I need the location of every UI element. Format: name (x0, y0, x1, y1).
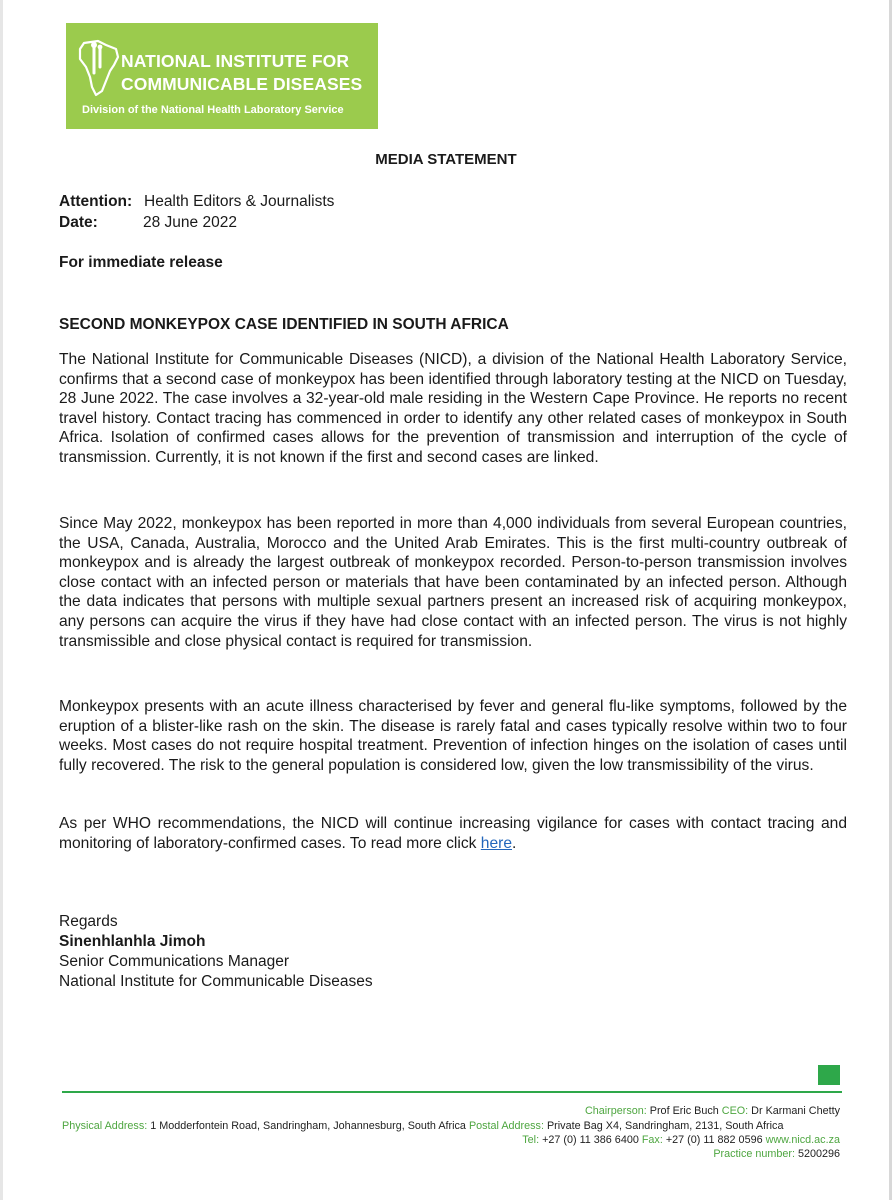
footer-divider (62, 1091, 842, 1093)
footer-leadership (585, 1105, 840, 1117)
footer-addresses (62, 1120, 783, 1132)
headline: SECOND MONKEYPOX CASE IDENTIFIED IN SOUTH AFRICA (59, 316, 509, 333)
date-label: Date: (59, 214, 98, 231)
paragraph-2: Since May 2022, monkeypox has been reported in more than 4,000 individuals from several European countries, the USA, Canada, Australia, Morocco and the United Arab Emirates. This is the first multi-country outbreak of monkeypox and is already the largest outbreak of monkeypox recorded. Person-to-person transmission involves close contact with an infected person or materials that have been contaminated by an infected person. Although the data indicates that persons with multiple sexual partners present an increased risk of acquiring monkeypox, any persons can acquire the virus if they have had close contact with an infected person. The virus is not highly transmissible and close physical contact is required for transmission. (59, 515, 847, 650)
document-type: MEDIA STATEMENT (375, 151, 517, 168)
attention-value: Health Editors & Journalists (144, 193, 335, 210)
read-more-link[interactable]: here (480, 834, 513, 852)
physical-address-label: Physical Address: (62, 1120, 148, 1132)
fax-label: Fax: (641, 1134, 663, 1146)
physical-address-value: 1 Modderfontein Road, Sandringham, Johannesburg, South Africa (147, 1120, 469, 1132)
paragraph-4 (59, 814, 847, 853)
practice-value: 5200296 (794, 1148, 840, 1160)
footer-green-square (818, 1065, 840, 1085)
signature-organisation: National Institute for Communicable Diseases (59, 973, 373, 990)
tel-label: Tel: (522, 1134, 540, 1146)
postal-address-value: Private Bag X4, Sandringham, 2131, South Africa (543, 1120, 784, 1132)
signature-greeting: Regards (59, 913, 118, 930)
logo-subtitle: Division of the National Health Laboratory Service (82, 104, 344, 116)
logo-title-line1: NATIONAL INSTITUTE FOR (121, 51, 350, 71)
attention-label: Attention: (59, 193, 133, 210)
footer-contact (522, 1134, 840, 1146)
ceo-label: CEO: (721, 1105, 749, 1117)
signature-name: Sinenhlanhla Jimoh (59, 933, 206, 950)
closing-end: . (512, 834, 517, 852)
signature-title: Senior Communications Manager (59, 953, 290, 970)
tel-value: +27 (0) 11 386 6400 (539, 1134, 642, 1146)
logo-title-line2: COMMUNICABLE DISEASES (121, 74, 363, 94)
release-note: For immediate release (59, 254, 223, 271)
postal-address-label: Postal Address: (468, 1120, 544, 1132)
paragraph-1: The National Institute for Communicable Diseases (NICD), a division of the National Health Laboratory Service, confirms that a second case of monkeypox has been identified through laboratory testing at the NICD on Tuesday, 28 June 2022. The case involves a 32-year-old male residing in the Western Cape Province. He reports no recent travel history. Contact tracing has commenced in order to identify any other related cases of monkeypox in South Africa. Isolation of confirmed cases allows for the prevention of transmission and interruption of the cycle of transmission. Currently, it is not known if the first and second cases are linked. (59, 351, 847, 466)
practice-label: Practice number: (713, 1148, 795, 1160)
footer-practice (713, 1148, 840, 1160)
chair-value: Prof Eric Buch (646, 1105, 722, 1117)
paragraph-3: Monkeypox presents with an acute illness characterised by fever and general flu-like symptoms, followed by the eruption of a blister-like rash on the skin. The disease is rarely fatal and cases typically resolve within two to four weeks. Most cases do not require hospital treatment. Prevention of infection hinges on the isolation of cases until fully recovered. The risk to the general population is considered low, given the low transmissibility of the virus. (59, 698, 847, 774)
nicd-logo (66, 23, 378, 129)
ceo-value: Dr Karmani Chetty (748, 1105, 840, 1117)
chair-label: Chairperson: (584, 1105, 647, 1117)
closing-text: As per WHO recommendations, the NICD will continue increasing vigilance for cases with contact tracing and monitoring of laboratory-confirmed cases. To read more click (59, 815, 847, 852)
website-link[interactable]: www.nicd.ac.za (765, 1134, 840, 1146)
fax-value: +27 (0) 11 882 0596 (662, 1134, 766, 1146)
date-value: 28 June 2022 (143, 214, 237, 231)
